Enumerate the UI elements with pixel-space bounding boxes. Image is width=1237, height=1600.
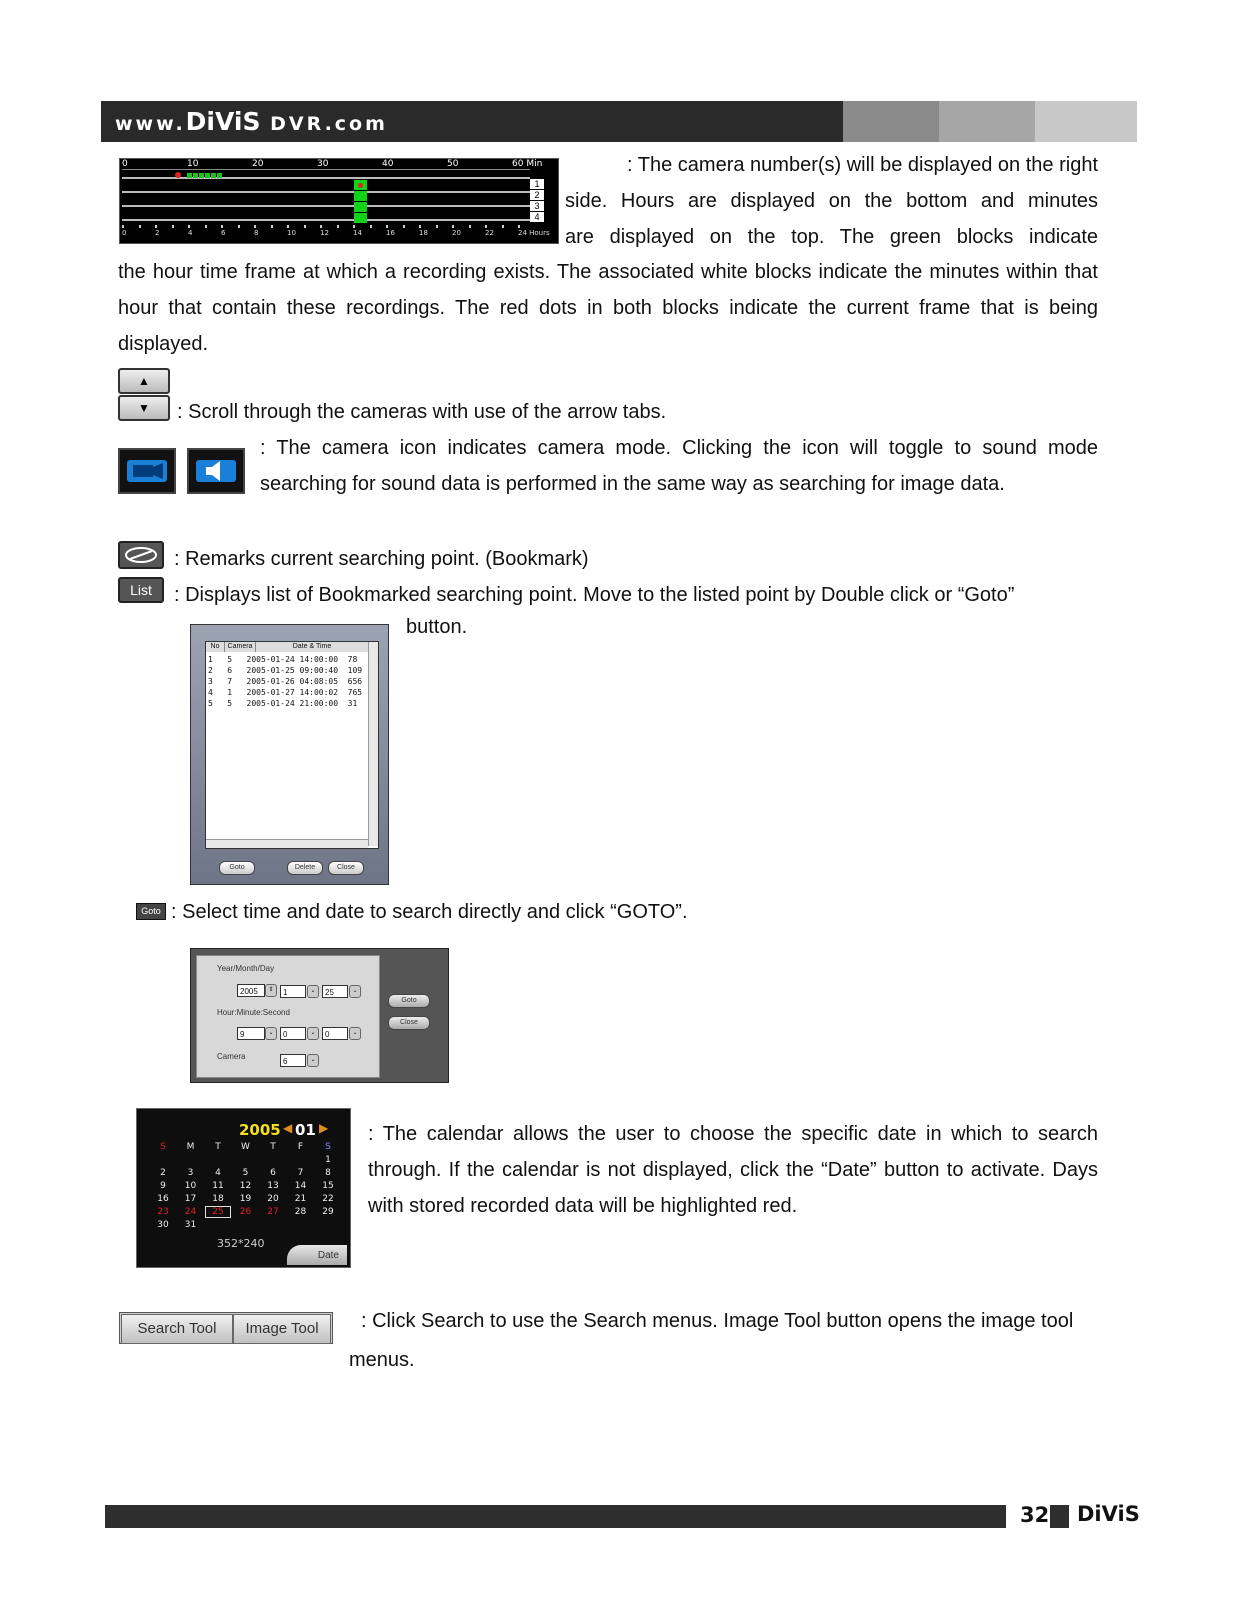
bookmark-icon (120, 543, 162, 567)
timeline-desc-line: : The camera number(s) will be displayed on the right (627, 154, 1098, 176)
calendar-day[interactable]: 6 (270, 1168, 276, 1178)
hour-tick (271, 225, 273, 228)
minute-block (211, 173, 216, 178)
calendar-day[interactable]: 18 (212, 1194, 224, 1204)
calendar-day[interactable]: 20 (267, 1194, 279, 1204)
calendar-day[interactable]: 23 (157, 1207, 169, 1217)
weekday-label: S (160, 1142, 166, 1152)
calendar-day[interactable]: 10 (184, 1181, 197, 1191)
hour-tick (403, 225, 405, 228)
calendar-day[interactable]: 12 (239, 1181, 252, 1191)
minute-select[interactable]: 0 (280, 1027, 306, 1040)
hour-tick (238, 225, 240, 228)
minute-label: 50 (447, 159, 459, 169)
calendar-day[interactable]: 30 (157, 1220, 169, 1230)
camera-number: 1 (530, 179, 544, 189)
hour-label: 20 (452, 229, 461, 237)
close-button[interactable]: Close (328, 861, 364, 875)
minute-label: 20 (252, 159, 264, 169)
calendar-day[interactable]: 15 (322, 1181, 334, 1191)
year-spinner[interactable]: ⇕ (265, 984, 277, 997)
calendar-day[interactable]: 22 (322, 1194, 334, 1204)
page-number: 32 (1020, 1503, 1050, 1527)
calendar-day[interactable]: 26 (239, 1207, 252, 1217)
goto-desc: : Select time and date to search directly and click “GOTO”. (171, 901, 688, 923)
minute-label: 30 (317, 159, 329, 169)
page-header-bar (101, 101, 1137, 142)
hour-block (354, 191, 367, 201)
camera-number: 3 (530, 201, 544, 211)
camera-number: 4 (530, 212, 544, 222)
calendar-widget (136, 1108, 351, 1268)
timeline-desc-line: are displayed on the top. The green blocks indicate (565, 226, 1098, 248)
hour-label: 22 (485, 229, 494, 237)
hour-label: 18 (419, 229, 428, 237)
site-url (115, 107, 388, 136)
calendar-day[interactable]: 13 (267, 1181, 279, 1191)
camera-icon (125, 456, 169, 486)
table-row[interactable]: 2 6 2005-01-25 09:00:40 109 (208, 666, 363, 675)
hour-tick (188, 225, 190, 228)
current-frame-dot (175, 172, 181, 178)
calendar-day[interactable]: 5 (242, 1168, 249, 1178)
calendar-day[interactable]: 16 (157, 1194, 169, 1204)
tool-desc-text: : Click Search to use the Search menus. Image Tool button opens the image tool menus. (349, 1310, 1074, 1371)
timeline-track (122, 205, 530, 207)
column-header: No (206, 642, 225, 652)
ymd-label: Year/Month/Day (217, 964, 275, 973)
calendar-day[interactable]: 2 (160, 1168, 166, 1178)
horizontal-scrollbar[interactable] (206, 839, 368, 848)
calendar-day[interactable]: 17 (184, 1194, 197, 1204)
hour-tick (370, 225, 372, 228)
hour-tick (139, 225, 141, 228)
year-field[interactable]: 2005 (237, 984, 265, 997)
minute-label: 60 Min (512, 159, 543, 169)
hour-tick (254, 225, 256, 228)
chevron-down-icon[interactable]: ⌄ (307, 1027, 319, 1040)
weekday-label: M (186, 1142, 195, 1152)
hour-label: 16 (386, 229, 395, 237)
chevron-down-icon[interactable]: ⌄ (349, 1027, 361, 1040)
calendar-day[interactable]: 21 (294, 1194, 307, 1204)
goto-icon[interactable]: Goto (136, 903, 166, 920)
hour-tick (337, 225, 339, 228)
weekday-label: F (297, 1142, 304, 1152)
calendar-day[interactable]: 11 (212, 1181, 224, 1191)
timeline-track (122, 169, 530, 170)
site-suffix: DVR.com (270, 113, 388, 135)
camera-select[interactable]: 6 (280, 1054, 306, 1067)
minute-block (199, 173, 204, 178)
calendar-day[interactable]: 8 (325, 1168, 331, 1178)
hour-tick (353, 225, 355, 228)
tool-buttons (119, 1312, 333, 1344)
hour-tick (221, 225, 223, 228)
hms-label: Hour:Minute:Second (217, 1008, 290, 1017)
calendar-day[interactable]: 25 (206, 1207, 230, 1217)
hour-tick (172, 225, 174, 228)
minute-block (217, 173, 222, 178)
hour-block (354, 213, 367, 223)
column-header: Camera (225, 642, 256, 652)
close-button[interactable]: Close (388, 1016, 430, 1030)
hour-label: 4 (188, 229, 193, 237)
table-row[interactable]: 5 5 2005-01-24 21:00:00 31 (208, 699, 358, 708)
hour-tick (436, 225, 438, 228)
header-segment (939, 101, 1035, 142)
weekday-label: S (325, 1142, 331, 1152)
weekday-label: T (215, 1142, 221, 1152)
hour-label: 24 Hours (518, 229, 550, 237)
hour-label: 12 (320, 229, 329, 237)
timeline-desc-cont: the hour time frame at which a recording exists. The associated white blocks indicate the minutes within that hour that contain these recordings. The red dots in both blocks indicate the current frame that is being displayed. (118, 261, 1098, 355)
calendar-day[interactable]: 19 (239, 1194, 252, 1204)
image-tool-button[interactable]: Image Tool (233, 1314, 331, 1344)
resolution-label: 352*240 (217, 1237, 265, 1250)
date-button[interactable]: Date (287, 1245, 347, 1265)
goto-button[interactable]: Goto (388, 994, 430, 1008)
calendar-day[interactable]: 29 (322, 1207, 334, 1217)
goto-form (196, 955, 380, 1078)
second-select[interactable]: 0 (322, 1027, 348, 1040)
calendar-day[interactable]: 27 (267, 1207, 279, 1217)
hour-tick (419, 225, 421, 228)
weekday-label: W (241, 1142, 250, 1152)
chevron-down-icon[interactable]: ⌄ (349, 985, 361, 998)
bookmark-desc: : Remarks current searching point. (Bookmark) (174, 548, 589, 570)
calendar-day[interactable]: 31 (184, 1220, 197, 1230)
calendar-day[interactable]: 7 (297, 1168, 304, 1178)
hour-label: 14 (353, 229, 362, 237)
hour-block (354, 202, 367, 212)
camera-mode-button[interactable] (118, 448, 176, 494)
hour-tick (304, 225, 306, 228)
down-arrow-icon: ▼ (138, 401, 150, 415)
minute-label: 0 (122, 159, 128, 169)
table-row[interactable]: 4 1 2005-01-27 14:00:02 765 (208, 688, 363, 697)
hour-tick (155, 225, 157, 228)
calendar-day[interactable]: 24 (184, 1207, 197, 1217)
weekday-label: T (270, 1142, 276, 1152)
chevron-down-icon[interactable]: ⌄ (307, 985, 319, 998)
hour-label: 2 (155, 229, 160, 237)
hour-label: 6 (221, 229, 226, 237)
table-row[interactable]: 3 7 2005-01-26 04:08:05 656 (208, 677, 363, 686)
scroll-down-button[interactable] (118, 395, 170, 421)
search-tool-button[interactable]: Search Tool (121, 1314, 233, 1344)
hour-tick (502, 225, 504, 228)
bookmark-list-table (205, 641, 379, 849)
hour-select[interactable]: 9 (237, 1027, 265, 1040)
hour-tick (287, 225, 289, 228)
calendar-day[interactable]: 28 (294, 1207, 307, 1217)
list-button[interactable]: List (118, 577, 164, 603)
footer-bar (105, 1505, 1006, 1528)
hour-tick (122, 225, 124, 228)
hour-tick (205, 225, 207, 228)
camera-label: Camera (217, 1052, 246, 1061)
hour-label: 8 (254, 229, 259, 237)
timeline-track (122, 177, 530, 179)
minute-label: 10 (187, 159, 199, 169)
footer-brand: DiViS (1077, 1502, 1140, 1526)
month-select[interactable]: 1 (280, 985, 306, 998)
prev-month-icon[interactable]: ◀ (283, 1121, 293, 1135)
hour-label: 10 (287, 229, 296, 237)
calendar-day[interactable]: 14 (294, 1181, 307, 1191)
goto-button[interactable]: Goto (219, 861, 255, 875)
timeline-track (122, 219, 530, 221)
vertical-scrollbar[interactable] (368, 642, 378, 846)
calendar-year: 2005 (239, 1121, 281, 1139)
list-desc: : Displays list of Bookmarked searching point. Move to the listed point by Double click or “Goto” (174, 584, 1015, 606)
scroll-up-button[interactable] (118, 368, 170, 394)
timeline-track (122, 191, 530, 193)
list-desc-cont: button. (406, 616, 468, 638)
minute-label: 40 (382, 159, 394, 169)
day-select[interactable]: 25 (322, 985, 348, 998)
speaker-icon (194, 456, 238, 486)
site-prefix: www. (115, 113, 186, 135)
timeline-image (119, 158, 559, 244)
bookmark-button[interactable] (118, 541, 164, 569)
next-month-icon[interactable]: ▶ (319, 1121, 329, 1135)
hour-tick (452, 225, 454, 228)
calendar-day[interactable]: 9 (160, 1181, 166, 1191)
table-row[interactable]: 1 5 2005-01-24 14:00:00 78 (208, 655, 358, 664)
timeline-desc-top (565, 147, 1098, 255)
calendar-day[interactable]: 3 (187, 1168, 194, 1178)
hour-tick (518, 225, 520, 228)
scroll-desc: : Scroll through the cameras with use of the arrow tabs. (177, 401, 667, 423)
footer-block (1050, 1505, 1069, 1528)
column-header: Date & Time (256, 642, 369, 652)
minute-block (193, 173, 198, 178)
chevron-down-icon[interactable]: ⌄ (307, 1054, 319, 1067)
tool-desc (349, 1302, 1098, 1380)
current-frame-dot (358, 183, 363, 188)
header-segment (843, 101, 939, 142)
chevron-down-icon[interactable]: ⌄ (265, 1027, 277, 1040)
delete-button[interactable]: Delete (287, 861, 323, 875)
bookmark-list-window (190, 624, 389, 885)
calendar-day[interactable]: 4 (215, 1168, 221, 1178)
site-brand: DiViS (185, 107, 261, 136)
hour-tick (386, 225, 388, 228)
calendar-day[interactable]: 1 (325, 1155, 331, 1165)
hour-tick (320, 225, 322, 228)
camera-number: 2 (530, 190, 544, 200)
header-segment (1035, 101, 1137, 142)
minute-block (187, 173, 192, 178)
minute-block (205, 173, 210, 178)
timeline-desc-line: side. Hours are displayed on the bottom and minutes (565, 190, 1098, 212)
hour-tick (469, 225, 471, 228)
hour-label: 0 (122, 229, 127, 237)
up-arrow-icon: ▲ (138, 374, 150, 388)
hour-tick (485, 225, 487, 228)
goto-dialog (190, 948, 449, 1083)
sound-mode-button[interactable] (187, 448, 245, 494)
calendar-desc: : The calendar allows the user to choose the specific date in which to search through. If the calendar is not displayed, click the “Date” button to activate. Days with stored recorded data will be highlighted red. (368, 1123, 1098, 1217)
calendar-month: 01 (295, 1121, 316, 1139)
camera-desc: : The camera icon indicates camera mode. Clicking the icon will toggle to sound mode searching for sound data is performed in the same way as searching for image data. (260, 437, 1098, 495)
